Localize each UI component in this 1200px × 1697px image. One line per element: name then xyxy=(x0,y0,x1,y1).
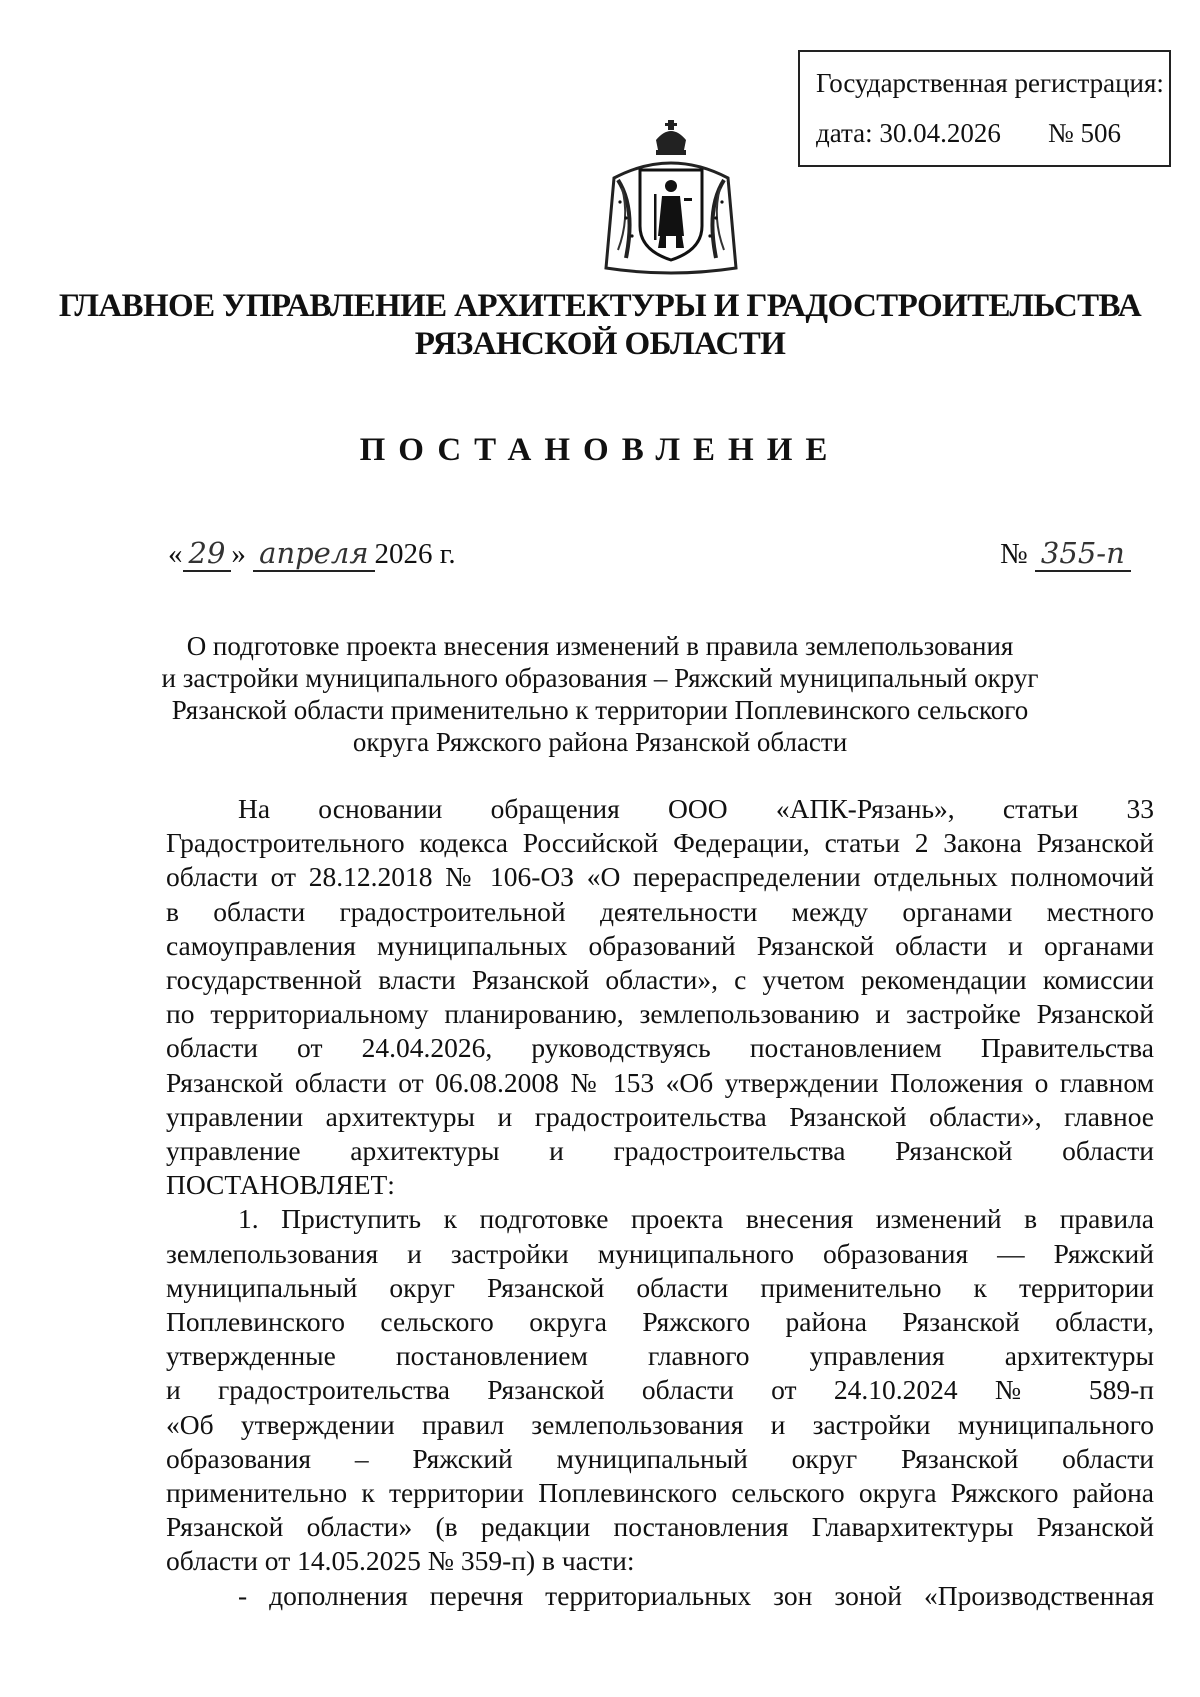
subject-line: Рязанской области применительно к территории Поплевинского сельского xyxy=(171,695,1029,725)
body-line: государственной власти Рязанской области», с учетом рекомендации комиссии xyxy=(166,964,1154,996)
date-close-quote: » xyxy=(231,538,246,570)
body-line: Градостроительного кодекса Российской Федерации, статьи 2 Закона Рязанской xyxy=(166,827,1154,859)
organization-name-line1: ГЛАВНОЕ УПРАВЛЕНИЕ АРХИТЕКТУРЫ И ГРАДОСТРОИТЕЛЬСТВА xyxy=(58,288,1142,324)
body-line: образования – Ряжский муниципальный округ Рязанской области xyxy=(166,1442,1154,1474)
body-line: по территориальному планированию, землепользованию и застройке Рязанской xyxy=(166,998,1154,1030)
body-line: управление архитектуры и градостроительства Рязанской области xyxy=(166,1135,1154,1167)
body-line: землепользования и застройки муниципального образования — Ряжский xyxy=(166,1237,1154,1269)
registration-number: № 506 xyxy=(1048,118,1122,148)
body-line: муниципальный округ Рязанской области применительно к территории xyxy=(166,1271,1154,1303)
body-line: «Об утверждении правил землепользования и застройки муниципального xyxy=(166,1408,1154,1440)
registration-stamp xyxy=(798,50,1171,167)
date-open-quote: « xyxy=(168,538,183,570)
body-line: и градостроительства Рязанской области от 24.10.2024 № 589-п xyxy=(166,1374,1154,1406)
body-line: - дополнения перечня территориальных зон зоной «Производственная xyxy=(238,1579,1154,1611)
document-subject xyxy=(150,630,1050,758)
body-line: На основании обращения ООО «АПК-Рязань», статьи 33 xyxy=(238,793,1154,824)
body-line: области от 28.12.2018 № 106-ОЗ «О перераспределении отдельных полномочий xyxy=(166,861,1154,893)
body-line: 1. Приступить к подготовке проекта внесения изменений в правила xyxy=(238,1203,1154,1235)
body-line: самоуправления муниципальных образований Рязанской области и органами xyxy=(166,929,1154,961)
body-line: Поплевинского сельского округа Ряжского района Рязанской области, xyxy=(166,1306,1154,1338)
body-line: области от 14.05.2025 № 359-п) в части: xyxy=(166,1545,635,1577)
body-line: Рязанской области» (в редакции постановления Главархитектуры Рязанской xyxy=(166,1511,1154,1543)
registration-title: Государственная регистрация: xyxy=(816,68,1164,98)
registration-date: дата: 30.04.2026 xyxy=(816,118,1001,148)
organization-name-line2: РЯЗАНСКОЙ ОБЛАСТИ xyxy=(414,326,786,362)
body-line-resolves: ПОСТАНОВЛЯЕТ: xyxy=(166,1169,395,1201)
ryazan-coat-of-arms-icon xyxy=(596,118,746,278)
date-day-handwritten: 29 xyxy=(183,536,232,572)
body-line: Рязанской области от 06.08.2008 № 153 «Об утверждении Положения о главном xyxy=(166,1066,1154,1098)
body-line: в области градостроительной деятельности между органами местного xyxy=(166,895,1154,927)
document-body xyxy=(166,792,1154,1613)
subject-line: О подготовке проекта внесения изменений в правила землепользования xyxy=(186,631,1014,661)
document-date xyxy=(168,536,456,572)
number-handwritten: 355-п xyxy=(1035,536,1131,572)
document-number xyxy=(1000,536,1131,572)
body-line: управлении архитектуры и градостроительства Рязанской области», главное xyxy=(166,1100,1154,1132)
body-line: области от 24.04.2026, руководствуясь постановлением Правительства xyxy=(166,1032,1154,1064)
number-prefix: № xyxy=(1000,538,1028,570)
body-line: применительно к территории Поплевинского сельского округа Ряжского района xyxy=(166,1477,1154,1509)
document-type-heading: ПОСТАНОВЛЕНИЕ xyxy=(359,432,841,468)
subject-line: округа Ряжского района Рязанской области xyxy=(352,727,848,757)
date-month-handwritten: апреля xyxy=(253,536,374,572)
date-year: 2026 г. xyxy=(374,538,456,570)
body-line: утвержденные постановлением главного управления архитектуры xyxy=(166,1340,1154,1372)
subject-line: и застройки муниципального образования – Ряжский муниципальный округ xyxy=(161,663,1039,693)
